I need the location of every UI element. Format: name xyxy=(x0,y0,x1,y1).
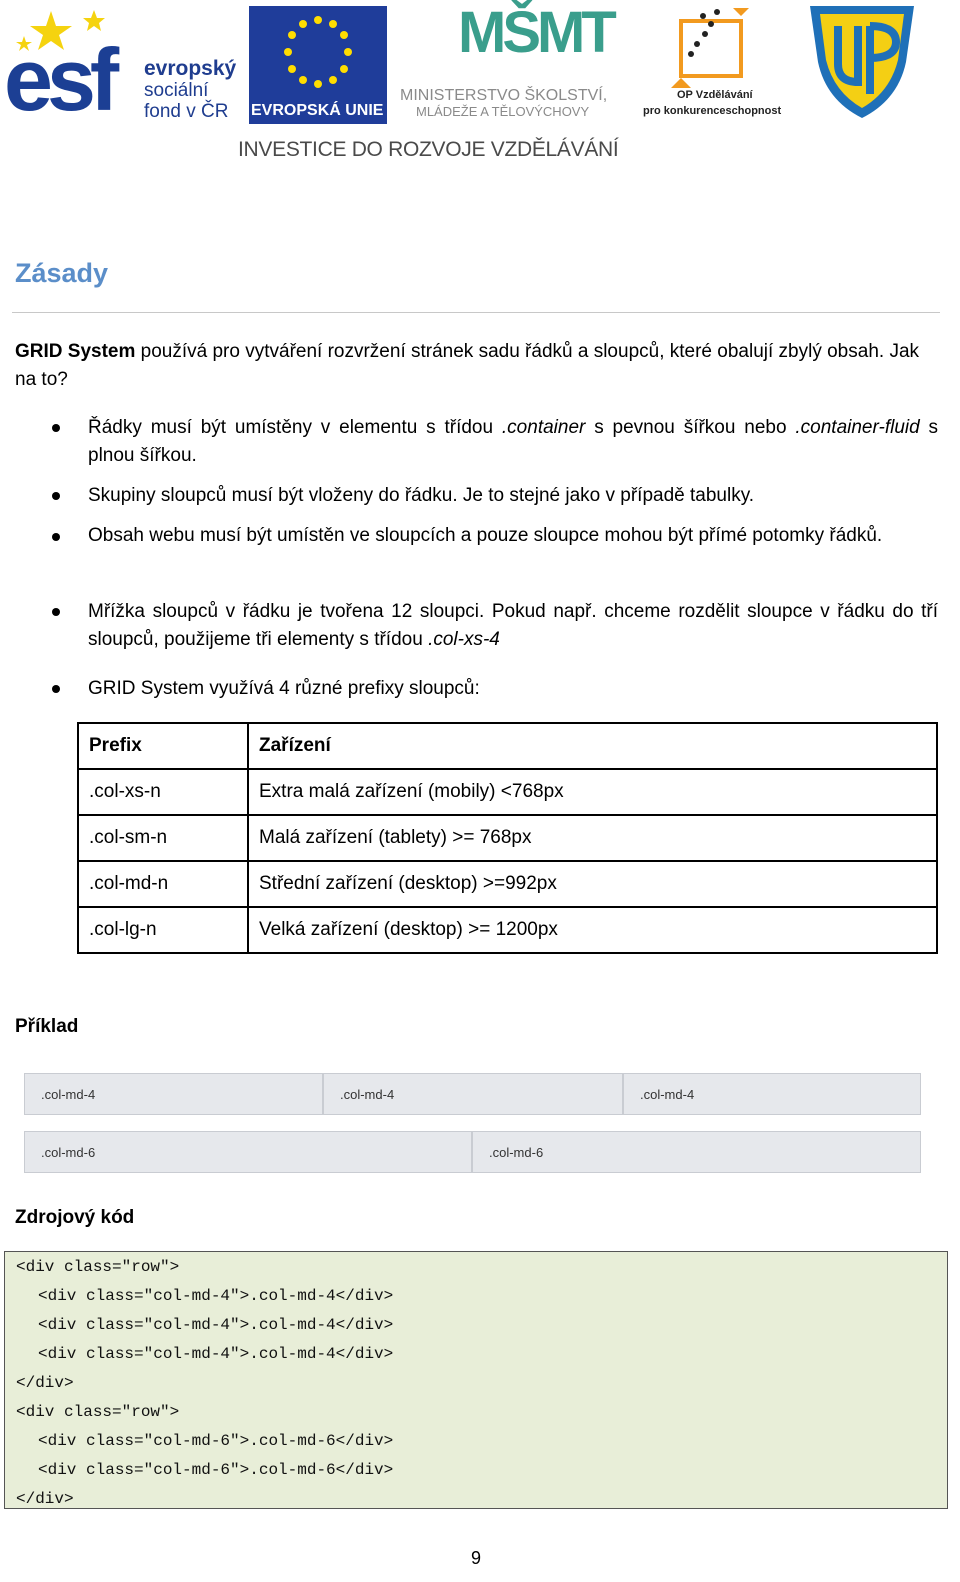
op-line1: OP Vzdělávání xyxy=(677,89,753,101)
code-line: <div class="row"> xyxy=(16,1258,180,1276)
example-grid-cell: .col-md-4 xyxy=(623,1073,921,1115)
code-line: <div class="col-md-4">.col-md-4</div> xyxy=(38,1287,394,1305)
bullet-item: Skupiny sloupců musí být vloženy do řádku. Je to stejné jako v případě tabulky. xyxy=(88,485,755,506)
up-logo xyxy=(806,2,918,120)
table-header-cell: Prefix xyxy=(78,723,248,769)
esf-big-letters: esf xyxy=(4,30,114,129)
code-line: <div class="col-md-6">.col-md-6</div> xyxy=(38,1432,394,1450)
table-cell: Malá zařízení (tablety) >= 768px xyxy=(248,815,937,861)
example-grid-cell: .col-md-6 xyxy=(24,1131,472,1173)
msmt-logo xyxy=(398,0,633,119)
bullet-text: s plnou šířkou. xyxy=(88,417,939,466)
page-heading: Zásady xyxy=(15,258,109,288)
table-cell: .col-md-n xyxy=(78,861,248,907)
code-class: .container xyxy=(501,417,586,438)
bullet-dot xyxy=(52,533,60,541)
code-class: .col-xs-4 xyxy=(428,629,500,650)
esf-line1: evropský xyxy=(144,57,237,80)
table-cell: Velká zařízení (desktop) >= 1200px xyxy=(248,907,937,953)
code-line: </div> xyxy=(16,1490,74,1508)
table-cell: .col-xs-n xyxy=(78,769,248,815)
page-number: 9 xyxy=(471,1548,482,1568)
intro-paragraph xyxy=(15,338,940,394)
bullet-item xyxy=(88,414,938,470)
table-cell: .col-sm-n xyxy=(78,815,248,861)
bullet-text: Mřížka sloupců v řádku je tvořena 12 sloupci. Pokud např. chceme rozdělit sloupce v řádku do tří sloupců, použijeme tři elementy s třídou xyxy=(88,601,938,650)
table-cell: Střední zařízení (desktop) >=992px xyxy=(248,861,937,907)
table-header-cell: Zařízení xyxy=(248,723,937,769)
esf-line3: fond v ČR xyxy=(144,101,229,122)
bullet-dot xyxy=(52,608,60,616)
code-block xyxy=(4,1251,948,1509)
table-row xyxy=(78,815,937,861)
bullet-text: Řádky musí být umístěny v elementu s třídou xyxy=(88,417,502,438)
bullet-dot xyxy=(52,424,60,432)
code-class: .container-fluid xyxy=(795,417,920,438)
op-line2: pro konkurenceschopnost xyxy=(643,105,782,117)
heading-divider xyxy=(12,312,940,313)
eu-flag-icon xyxy=(249,6,387,98)
eu-caption: EVROPSKÁ UNIE xyxy=(251,102,384,119)
op-emblem-icon xyxy=(641,6,793,88)
bullet-dot xyxy=(52,492,60,500)
bullet-item: Obsah webu musí být umístěn ve sloupcích a pouze sloupce mohou být přímé potomky řádků. xyxy=(88,525,883,546)
op-logo xyxy=(641,6,793,121)
msmt-line1: MINISTERSTVO ŠKOLSTVÍ, xyxy=(400,87,608,104)
example-heading: Příklad xyxy=(15,1016,79,1037)
example-grid-cell: .col-md-4 xyxy=(323,1073,623,1115)
example-grid-cell: .col-md-6 xyxy=(472,1131,921,1173)
bullet-item xyxy=(88,598,938,654)
table-row xyxy=(78,861,937,907)
header-logos xyxy=(0,0,960,170)
esf-line2: sociální xyxy=(144,80,209,101)
esf-logo xyxy=(4,6,240,129)
table-header-row xyxy=(78,723,937,769)
example-grid-row xyxy=(24,1073,921,1115)
table-cell: Extra malá zařízení (mobily) <768px xyxy=(248,769,937,815)
example-grid-row xyxy=(24,1131,921,1173)
code-line: <div class="col-md-4">.col-md-4</div> xyxy=(38,1345,394,1363)
table-row xyxy=(78,769,937,815)
table-row xyxy=(78,907,937,953)
msmt-mark: MŠMT xyxy=(458,0,613,65)
source-heading: Zdrojový kód xyxy=(15,1207,135,1228)
example-grid-cell: .col-md-4 xyxy=(24,1073,323,1115)
up-shield-icon xyxy=(806,2,918,120)
code-line: <div class="col-md-4">.col-md-4</div> xyxy=(38,1316,394,1334)
bullet-item: GRID System využívá 4 různé prefixy sloupců: xyxy=(88,678,480,699)
intro-text: používá pro vytváření rozvržení stránek sadu řádků a sloupců, které obalují zbylý obsah. Jak na to? xyxy=(15,341,920,390)
eu-logo xyxy=(249,6,387,121)
prefix-table xyxy=(77,722,938,954)
msmt-line2: MLÁDEŽE A TĚLOVÝCHOVY xyxy=(416,104,590,119)
bullet-dot xyxy=(52,685,60,693)
bullet-text: s pevnou šířkou nebo xyxy=(585,417,796,438)
code-line: <div class="col-md-6">.col-md-6</div> xyxy=(38,1461,394,1479)
table-cell: .col-lg-n xyxy=(78,907,248,953)
intro-bold: GRID System xyxy=(15,341,136,362)
code-line: </div> xyxy=(16,1374,74,1392)
code-line: <div class="row"> xyxy=(16,1403,180,1421)
investice-tagline: INVESTICE DO ROZVOJE VZDĚLÁVÁNÍ xyxy=(238,138,619,161)
